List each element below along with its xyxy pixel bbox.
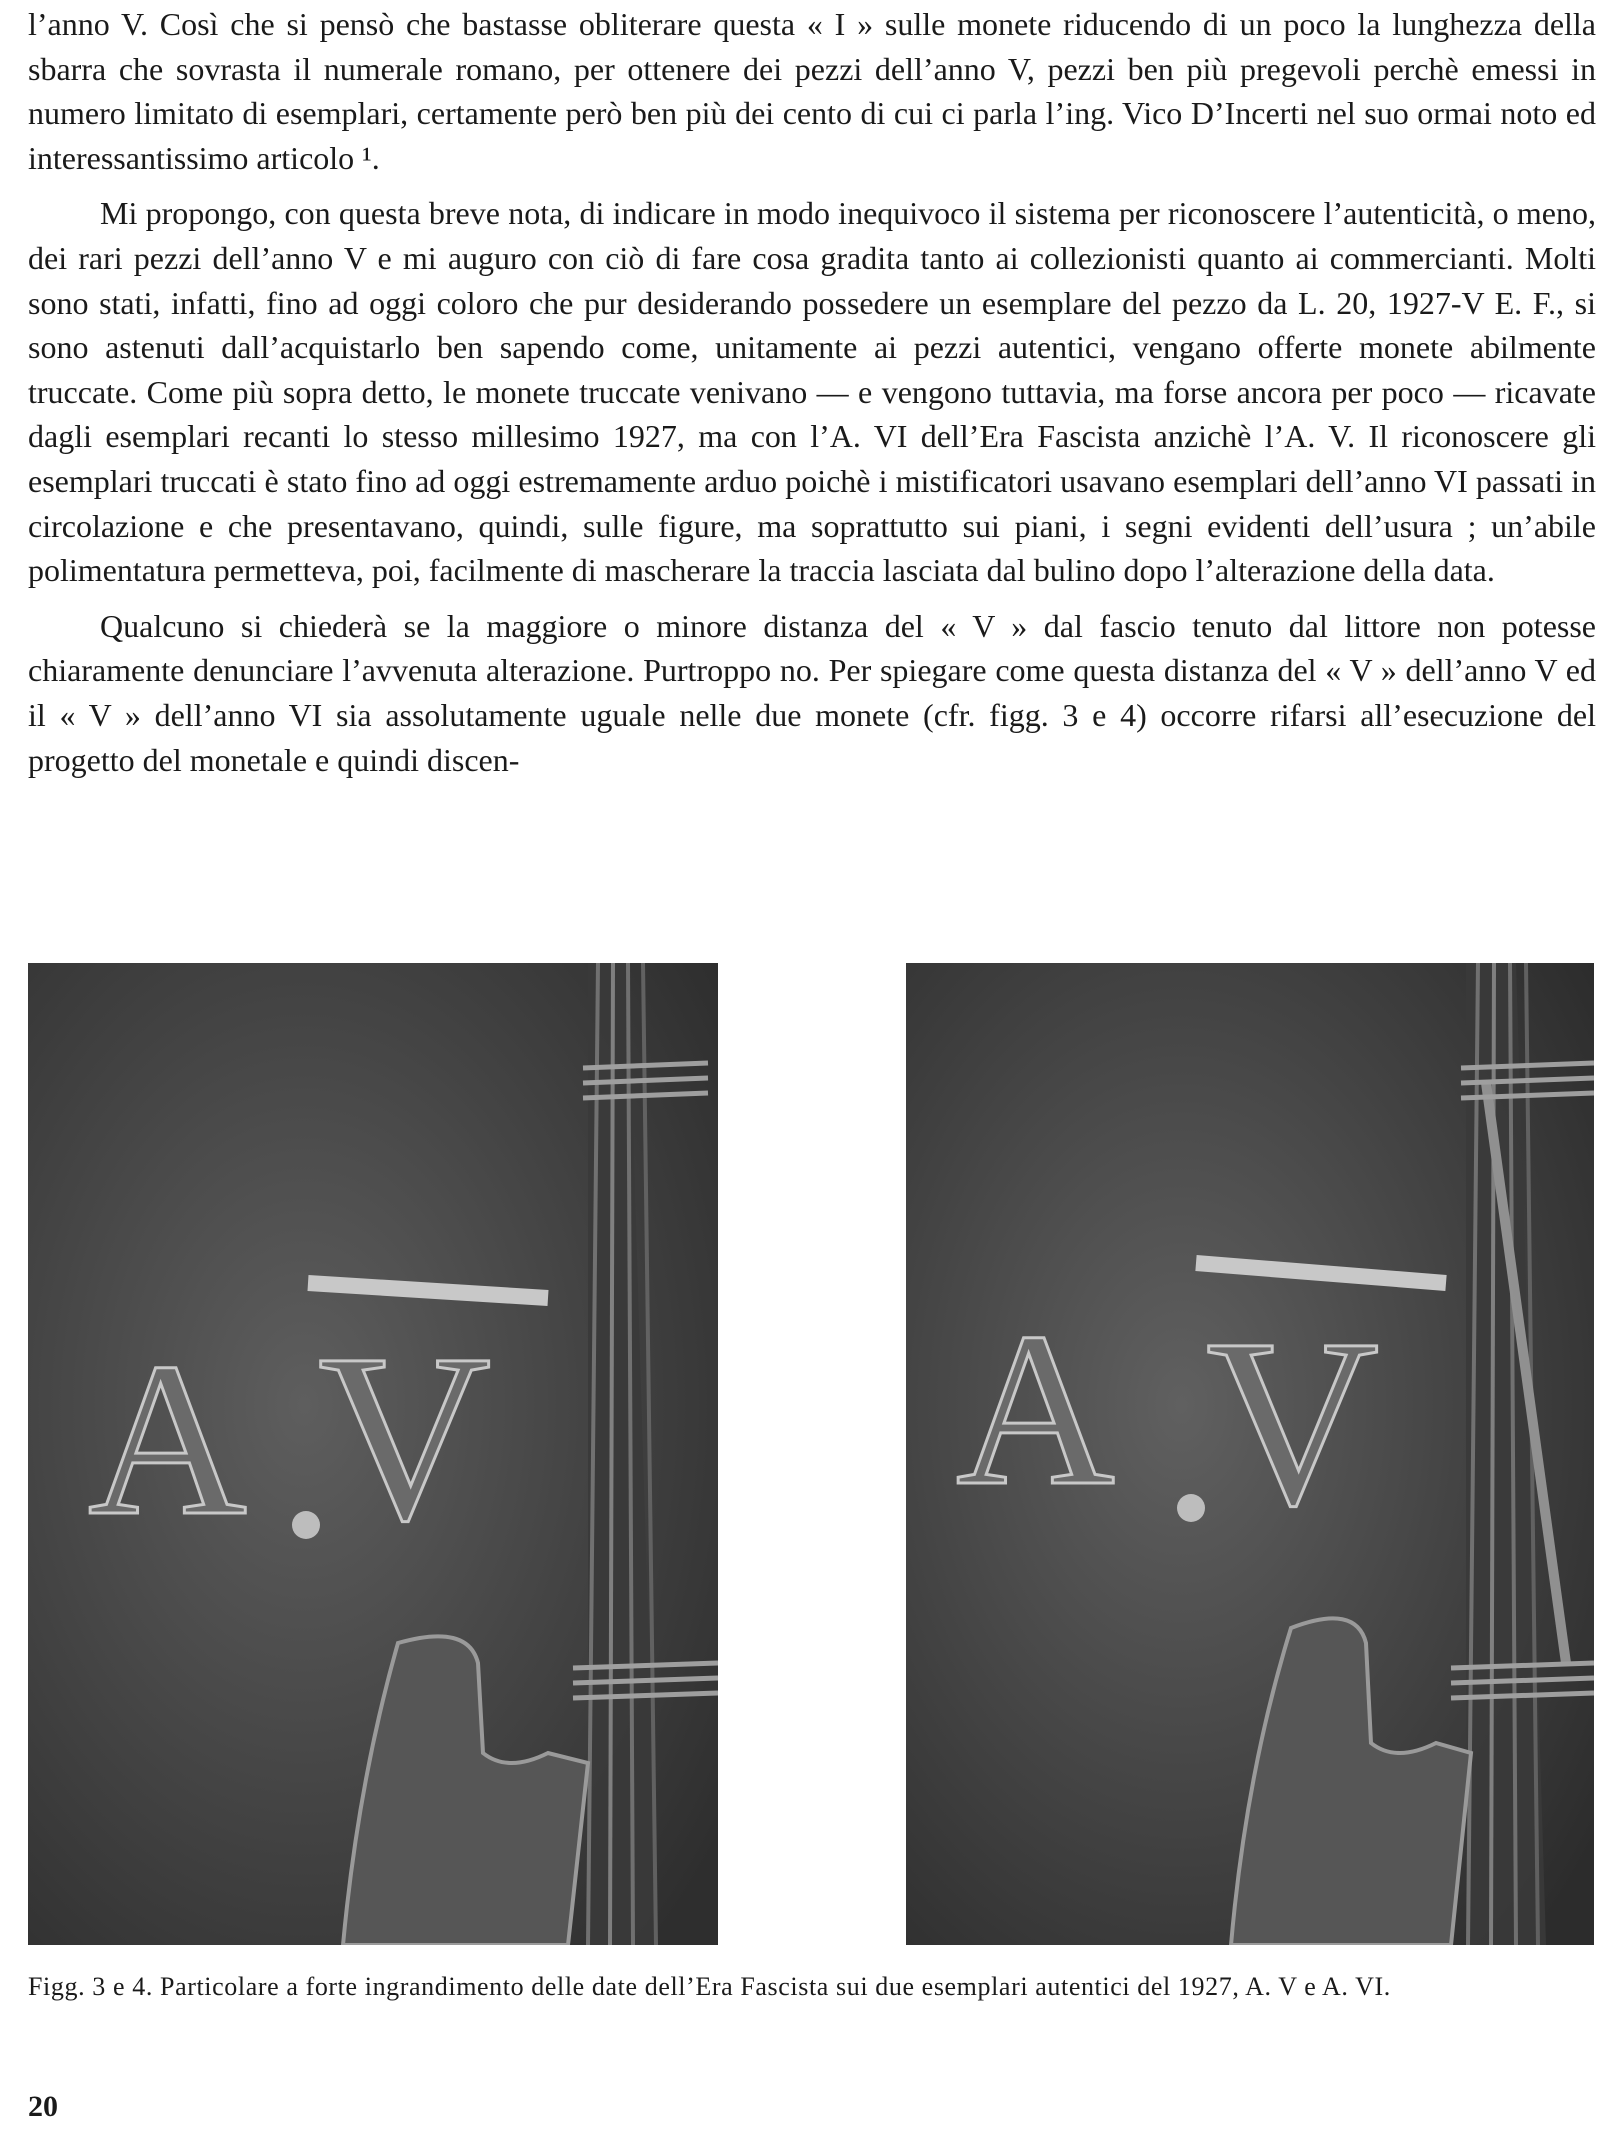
- figure-caption: Figg. 3 e 4. Particolare a forte ingrandimento delle date dell’Era Fascista sui due esemplari autentici del 1927, A. V e A. VI.: [28, 1972, 1391, 2001]
- paragraph-1: l’anno V. Così che si pensò che bastasse obliterare questa « I » sulle monete riducendo di un poco la lunghezza della sbarra che sovrasta il numerale romano, per ottenere dei pezzi dell’anno V, pezzi ben più pregevoli perchè emessi in numero limitato di esemplari, certamente però ben più dei cento di cui ci parla l’ing. Vico D’Incerti nel suo ormai noto ed interessantissimo articolo ¹.: [28, 6, 1596, 176]
- coin-letter-a: A: [956, 1287, 1115, 1531]
- paragraph-3: Qualcuno si chiederà se la maggiore o minore distanza del « V » dal fascio tenuto dal littore non potesse chiaramente denunciare l’avvenuta alterazione. Purtroppo no. Per spiegare come questa distanza del « V » dell’anno V ed il « V » dell’anno VI sia assolutamente uguale nelle due monete (cfr. figg. 3 e 4) occorre rifarsi all’esecuzione del progetto del monetale e quindi discen-: [28, 607, 1596, 778]
- page-number: 20: [28, 2090, 58, 2123]
- coin-letter-a: A: [88, 1317, 247, 1561]
- coin-numeral: V: [318, 1304, 492, 1570]
- coin-numeral: V: [1206, 1289, 1380, 1555]
- coin-detail-photo: [906, 963, 1594, 1945]
- body-text: [28, 2, 1596, 782]
- coin-dot: [292, 1511, 320, 1539]
- figure-4-photo: [906, 963, 1594, 1945]
- paragraph-2: Mi propongo, con questa breve nota, di indicare in modo inequivoco il sistema per riconoscere l’autenticità, o meno, dei rari pezzi dell’anno V e mi auguro con ciò di fare cosa gradita tanto ai collezionisti quanto ai commercianti. Molti sono stati, infatti, fino ad oggi coloro che pur desiderando possedere un esemplare del pezzo da L. 20, 1927-V E. F., si sono astenuti dall’acquistarlo ben sapendo come, unitamente ai pezzi autentici, vengano offerte monete abilmente truccate. Come più sopra detto, le monete truccate venivano — e vengono tuttavia, ma forse ancora per poco — ricavate dagli esemplari recanti lo stesso millesimo 1927, ma con l’A. VI dell’Era Fascista anzichè l’A. V. Il riconoscere gli esemplari truccati è stato fino ad oggi estremamente arduo poichè i mistificatori usavano esemplari dell’anno VI passati in circolazione e che presentavano, quindi, sulle figure, ma soprattutto sui piani, i segni evidenti dell’usura ; un’abile polimentatura permetteva, poi, facilmente di mascherare la traccia lasciata dal bulino dopo l’alterazione della data.: [28, 195, 1596, 589]
- coin-detail-photo: [28, 963, 718, 1945]
- coin-dot: [1177, 1494, 1205, 1522]
- figure-3-photo: [28, 963, 718, 1945]
